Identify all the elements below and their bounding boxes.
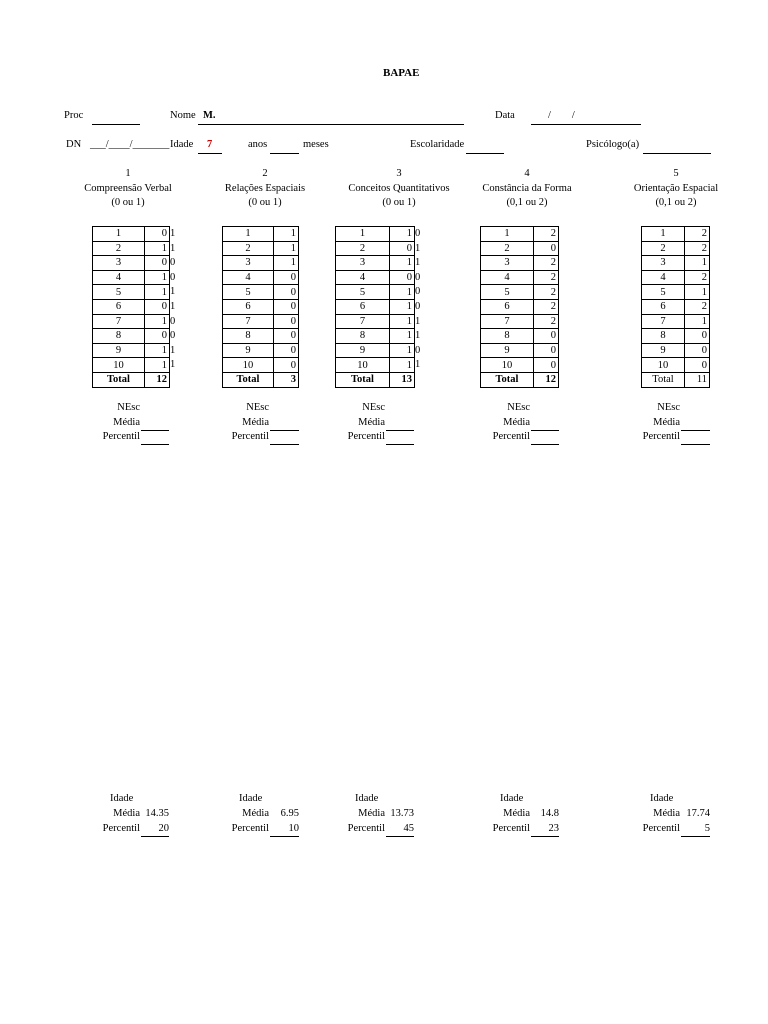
correction-value: 0: [415, 344, 421, 356]
item-score[interactable]: 1: [390, 256, 415, 271]
item-number: 7: [642, 314, 685, 329]
table-row: [223, 343, 299, 358]
item-score[interactable]: 0: [534, 358, 559, 373]
correction-value: 0: [170, 315, 176, 327]
total-label: Total: [93, 372, 145, 387]
subtest-scale: (0 ou 1): [248, 197, 282, 208]
score-table-2: [222, 226, 299, 388]
item-score[interactable]: 0: [534, 329, 559, 344]
item-number: 9: [223, 343, 274, 358]
subtest-name: Conceitos Quantitativos: [348, 183, 450, 194]
subtest-scale: (0,1 ou 2): [506, 197, 548, 208]
subtest-name: Compreensão Verbal: [84, 183, 172, 194]
table-row: [223, 299, 299, 314]
item-score[interactable]: 1: [145, 358, 170, 373]
subtest-number: 1: [125, 168, 131, 179]
media-field[interactable]: [141, 430, 169, 431]
item-number: 1: [93, 227, 145, 242]
total-row: [223, 372, 299, 387]
correction-value: 1: [170, 359, 176, 371]
table-row: [336, 227, 415, 242]
table-row: [93, 227, 170, 242]
total-row: [642, 372, 710, 387]
nesc-label: NEsc: [362, 402, 385, 413]
correction-value: 1: [170, 301, 176, 312]
percentil-label: Percentil: [642, 431, 680, 442]
meses-label: meses: [303, 139, 329, 150]
nesc-label: NEsc: [246, 402, 269, 413]
correction-value: 1: [415, 242, 421, 254]
item-score[interactable]: 2: [534, 285, 559, 300]
bottom-media-label: Média: [113, 808, 140, 819]
bottom-percentil-value: 20: [158, 823, 169, 834]
bottom-media-value: 13.73: [390, 808, 414, 819]
bottom-idade-label: Idade: [110, 793, 134, 804]
media-field[interactable]: [386, 430, 414, 431]
idade-value[interactable]: 7: [207, 139, 213, 150]
total-row: [481, 372, 559, 387]
item-score[interactable]: 2: [685, 270, 710, 285]
total-label: Total: [336, 372, 390, 387]
item-number: 3: [642, 256, 685, 271]
percentil-field[interactable]: [386, 444, 414, 445]
item-score[interactable]: 1: [390, 299, 415, 314]
table-row: [93, 241, 170, 256]
item-number: 9: [93, 343, 145, 358]
subtest-name: Orientação Espacial: [633, 183, 719, 194]
item-number: 4: [93, 270, 145, 285]
item-number: 8: [481, 329, 534, 344]
item-number: 4: [481, 270, 534, 285]
table-row: [93, 270, 170, 285]
item-number: 5: [336, 285, 390, 300]
table-row: [336, 270, 415, 285]
bottom-percentil-value: 10: [288, 823, 299, 834]
bottom-percentil-value: 5: [704, 823, 710, 834]
item-number: 5: [223, 285, 274, 300]
data-label: Data: [495, 110, 515, 121]
correction-value: 0: [170, 257, 176, 269]
escolaridade-field[interactable]: [466, 153, 504, 154]
page-title: BAPAE: [383, 67, 420, 79]
item-score[interactable]: 1: [274, 227, 299, 242]
correction-value: 1: [170, 242, 176, 254]
table-row: [642, 256, 710, 271]
item-number: 7: [481, 314, 534, 329]
item-score[interactable]: 1: [145, 241, 170, 256]
table-row: [336, 358, 415, 373]
nome-field[interactable]: [198, 124, 464, 125]
item-score[interactable]: 0: [145, 329, 170, 344]
item-number: 3: [223, 256, 274, 271]
total-label: Total: [642, 372, 685, 387]
item-number: 9: [336, 343, 390, 358]
escolaridade-label: Escolaridade: [410, 139, 465, 150]
item-number: 10: [481, 358, 534, 373]
item-number: 2: [642, 241, 685, 256]
item-score[interactable]: 2: [685, 241, 710, 256]
media-field[interactable]: [270, 430, 299, 431]
psicologo-field[interactable]: [643, 153, 711, 154]
table-row: [223, 314, 299, 329]
item-score[interactable]: 1: [145, 343, 170, 358]
bottom-media-label: Média: [653, 808, 680, 819]
table-row: [223, 227, 299, 242]
item-number: 6: [223, 299, 274, 314]
subtest-number: 3: [396, 168, 402, 179]
item-score[interactable]: 0: [685, 343, 710, 358]
bottom-media-label: Média: [503, 808, 530, 819]
bottom-percentil-value: 45: [403, 823, 414, 834]
item-number: 6: [336, 299, 390, 314]
item-number: 6: [93, 299, 145, 314]
table-row: [93, 256, 170, 271]
item-number: 5: [642, 285, 685, 300]
table-row: [481, 358, 559, 373]
item-score[interactable]: 0: [145, 256, 170, 271]
bottom-percentil-value: 23: [548, 823, 559, 834]
item-number: 10: [93, 358, 145, 373]
correction-value: 1: [170, 286, 176, 298]
item-number: 2: [481, 241, 534, 256]
item-score[interactable]: 1: [145, 270, 170, 285]
table-row: [481, 270, 559, 285]
item-score[interactable]: 2: [534, 299, 559, 314]
item-number: 8: [223, 329, 274, 344]
table-row: [481, 299, 559, 314]
item-number: 1: [223, 227, 274, 242]
nesc-label: NEsc: [657, 402, 680, 413]
table-row: [223, 329, 299, 344]
correction-value: 0: [415, 301, 421, 312]
score-table-1: [92, 226, 170, 388]
correction-value: 0: [415, 286, 421, 298]
bottom-media-value: 6.95: [280, 808, 299, 819]
media-label: Média: [242, 417, 269, 428]
bottom-percentil-underline: [141, 836, 169, 837]
bottom-idade-label: Idade: [355, 793, 379, 804]
total-value: 11: [685, 372, 710, 387]
bottom-percentil-underline: [270, 836, 299, 837]
table-row: [223, 285, 299, 300]
table-row: [642, 358, 710, 373]
item-score[interactable]: 0: [274, 299, 299, 314]
nesc-label: NEsc: [117, 402, 140, 413]
item-score[interactable]: 0: [534, 343, 559, 358]
bottom-media-value: 17.74: [686, 808, 710, 819]
item-score[interactable]: 2: [685, 299, 710, 314]
total-label: Total: [223, 372, 274, 387]
nome-value[interactable]: M.: [203, 110, 216, 121]
item-number: 6: [481, 299, 534, 314]
psicologo-label: Psicólogo(a): [586, 139, 640, 150]
item-score[interactable]: 0: [534, 241, 559, 256]
item-score[interactable]: 1: [274, 256, 299, 271]
correction-value: 0: [170, 330, 176, 342]
item-number: 2: [223, 241, 274, 256]
table-row: [223, 241, 299, 256]
item-score[interactable]: 1: [145, 285, 170, 300]
item-number: 1: [336, 227, 390, 242]
bottom-percentil-underline: [386, 836, 414, 837]
proc-field[interactable]: [92, 124, 140, 125]
table-row: [93, 329, 170, 344]
table-row: [336, 241, 415, 256]
bottom-idade-label: Idade: [500, 793, 524, 804]
table-row: [93, 285, 170, 300]
item-score[interactable]: 0: [274, 285, 299, 300]
data-field[interactable]: [531, 124, 641, 125]
percentil-label: Percentil: [492, 431, 530, 442]
item-score[interactable]: 1: [390, 314, 415, 329]
correction-value: 1: [415, 330, 421, 342]
bottom-media-label: Média: [242, 808, 269, 819]
table-row: [642, 299, 710, 314]
media-label: Média: [503, 417, 530, 428]
proc-label: Proc: [64, 110, 84, 121]
item-number: 5: [93, 285, 145, 300]
total-value: 13: [390, 372, 415, 387]
correction-value: 0: [415, 271, 421, 283]
item-score[interactable]: 2: [534, 270, 559, 285]
item-score[interactable]: 0: [274, 270, 299, 285]
table-row: [336, 343, 415, 358]
bottom-percentil-label: Percentil: [102, 823, 140, 834]
item-number: 8: [336, 329, 390, 344]
item-score[interactable]: 2: [534, 314, 559, 329]
media-label: Média: [113, 417, 140, 428]
bottom-media-value: 14.35: [145, 808, 169, 819]
item-score[interactable]: 1: [685, 314, 710, 329]
table-row: [481, 285, 559, 300]
table-row: [481, 329, 559, 344]
total-value: 12: [534, 372, 559, 387]
item-score[interactable]: 0: [685, 358, 710, 373]
meses-field[interactable]: [270, 153, 299, 154]
item-number: 10: [642, 358, 685, 373]
table-row: [481, 314, 559, 329]
total-value: 12: [145, 372, 170, 387]
item-score[interactable]: 0: [274, 314, 299, 329]
percentil-field[interactable]: [681, 444, 710, 445]
percentil-label: Percentil: [231, 431, 269, 442]
subtest-number: 4: [524, 168, 530, 179]
item-number: 1: [642, 227, 685, 242]
table-row: [642, 329, 710, 344]
item-number: 3: [336, 256, 390, 271]
correction-value: 1: [170, 228, 176, 239]
item-number: 2: [93, 241, 145, 256]
dn-label: DN: [66, 139, 82, 150]
percentil-label: Percentil: [102, 431, 140, 442]
subtest-scale: (0 ou 1): [382, 197, 416, 208]
item-score[interactable]: 1: [145, 314, 170, 329]
table-row: [93, 358, 170, 373]
table-row: [481, 343, 559, 358]
table-row: [642, 314, 710, 329]
item-number: 6: [642, 299, 685, 314]
bottom-percentil-underline: [681, 836, 710, 837]
table-row: [93, 343, 170, 358]
table-row: [336, 299, 415, 314]
item-number: 4: [223, 270, 274, 285]
idade-label: Idade: [170, 139, 194, 150]
subtest-scale: (0,1 ou 2): [655, 197, 697, 208]
table-row: [93, 299, 170, 314]
item-score[interactable]: 1: [390, 285, 415, 300]
item-number: 1: [481, 227, 534, 242]
media-label: Média: [653, 417, 680, 428]
dn-value[interactable]: ___/____/_______: [90, 139, 170, 150]
table-row: [481, 256, 559, 271]
item-number: 5: [481, 285, 534, 300]
item-score[interactable]: 0: [390, 241, 415, 256]
percentil-field[interactable]: [270, 444, 299, 445]
subtest-name: Constância da Forma: [482, 183, 572, 194]
item-score[interactable]: 2: [685, 227, 710, 242]
item-number: 10: [223, 358, 274, 373]
correction-value: 1: [415, 359, 421, 371]
item-number: 3: [481, 256, 534, 271]
item-number: 8: [642, 329, 685, 344]
table-row: [642, 241, 710, 256]
item-number: 7: [93, 314, 145, 329]
media-field[interactable]: [681, 430, 710, 431]
total-label: Total: [481, 372, 534, 387]
table-row: [642, 285, 710, 300]
score-table-4: [480, 226, 559, 388]
table-row: [336, 329, 415, 344]
item-number: 7: [223, 314, 274, 329]
item-score[interactable]: 1: [390, 358, 415, 373]
subtest-scale: (0 ou 1): [111, 197, 145, 208]
item-score[interactable]: 1: [390, 227, 415, 242]
item-score[interactable]: 0: [685, 329, 710, 344]
correction-value: 1: [170, 344, 176, 356]
subtest-name: Relações Espaciais: [224, 183, 306, 194]
nome-label: Nome: [170, 110, 196, 121]
media-label: Média: [358, 417, 385, 428]
item-score[interactable]: 1: [390, 329, 415, 344]
correction-value: 1: [415, 315, 421, 327]
bottom-media-value: 14.8: [540, 808, 559, 819]
table-row: [336, 314, 415, 329]
item-score[interactable]: 0: [145, 299, 170, 314]
score-table-3: [335, 226, 415, 388]
table-row: [223, 270, 299, 285]
bottom-percentil-label: Percentil: [492, 823, 530, 834]
item-score[interactable]: 0: [145, 227, 170, 242]
table-row: [642, 270, 710, 285]
item-number: 4: [336, 270, 390, 285]
bottom-percentil-label: Percentil: [642, 823, 680, 834]
item-score[interactable]: 1: [685, 285, 710, 300]
percentil-field[interactable]: [141, 444, 169, 445]
table-row: [223, 256, 299, 271]
table-row: [642, 227, 710, 242]
item-number: 9: [642, 343, 685, 358]
correction-value: 0: [415, 228, 421, 239]
item-score[interactable]: 0: [274, 343, 299, 358]
score-table-5: [641, 226, 710, 388]
anos-label: anos: [248, 139, 268, 150]
item-score[interactable]: 2: [534, 227, 559, 242]
table-row: [642, 343, 710, 358]
total-value: 3: [274, 372, 299, 387]
item-score[interactable]: 1: [685, 256, 710, 271]
item-number: 9: [481, 343, 534, 358]
table-row: [336, 256, 415, 271]
percentil-label: Percentil: [347, 431, 385, 442]
item-score[interactable]: 2: [534, 256, 559, 271]
subtest-number: 2: [262, 168, 268, 179]
item-score[interactable]: 1: [390, 343, 415, 358]
bottom-idade-label: Idade: [650, 793, 674, 804]
item-score[interactable]: 1: [274, 241, 299, 256]
item-score[interactable]: 0: [390, 270, 415, 285]
bottom-media-label: Média: [358, 808, 385, 819]
item-score[interactable]: 0: [274, 358, 299, 373]
table-row: [481, 227, 559, 242]
correction-value: 1: [415, 257, 421, 269]
total-row: [336, 372, 415, 387]
table-row: [223, 358, 299, 373]
item-number: 3: [93, 256, 145, 271]
table-row: [93, 314, 170, 329]
idade-field[interactable]: [198, 153, 222, 154]
item-number: 4: [642, 270, 685, 285]
table-row: [481, 241, 559, 256]
item-number: 8: [93, 329, 145, 344]
media-field[interactable]: [531, 430, 559, 431]
item-number: 2: [336, 241, 390, 256]
correction-value: 0: [170, 271, 176, 283]
total-row: [93, 372, 170, 387]
table-row: [336, 285, 415, 300]
item-number: 7: [336, 314, 390, 329]
item-number: 10: [336, 358, 390, 373]
bottom-percentil-label: Percentil: [347, 823, 385, 834]
nesc-label: NEsc: [507, 402, 530, 413]
item-score[interactable]: 0: [274, 329, 299, 344]
bottom-percentil-label: Percentil: [231, 823, 269, 834]
data-value[interactable]: / /: [548, 110, 575, 121]
subtest-number: 5: [673, 168, 679, 179]
percentil-field[interactable]: [531, 444, 559, 445]
bottom-percentil-underline: [531, 836, 559, 837]
bottom-idade-label: Idade: [239, 793, 263, 804]
